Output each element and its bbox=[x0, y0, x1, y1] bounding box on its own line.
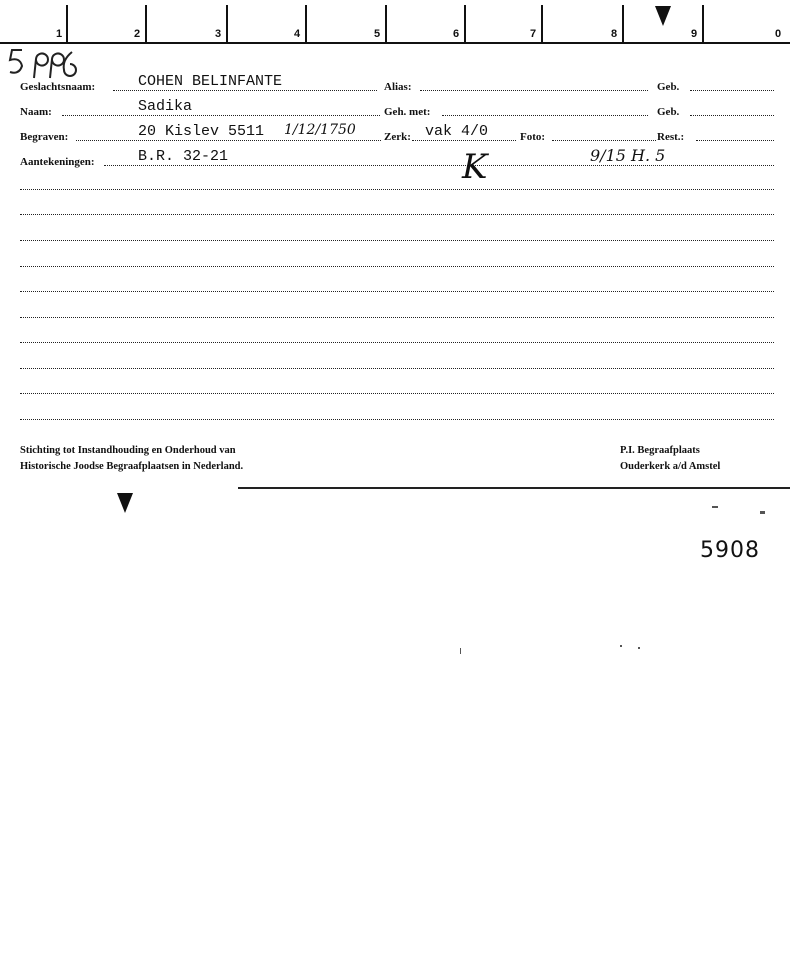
first-name-dotted-line bbox=[62, 115, 380, 116]
married-to-label: Geh. met: bbox=[384, 106, 431, 118]
stone-value: vak 4/0 bbox=[425, 123, 489, 140]
born-2-dotted-line bbox=[690, 115, 774, 116]
ruler-number: 7 bbox=[530, 28, 537, 40]
blank-dotted-line bbox=[20, 368, 774, 369]
born-2-label: Geb. bbox=[657, 106, 680, 118]
rest-dotted-line bbox=[696, 140, 774, 141]
surname-label: Geslachtsnaam: bbox=[20, 81, 96, 93]
scan-speck bbox=[760, 511, 765, 514]
ruler-number: 2 bbox=[134, 28, 141, 40]
blank-dotted-line bbox=[20, 419, 774, 420]
footer-right-line-2: Ouderkerk a/d Amstel bbox=[620, 461, 721, 472]
blank-dotted-line bbox=[20, 342, 774, 343]
ruler-number: 0 bbox=[775, 28, 782, 40]
born-1-dotted-line bbox=[690, 90, 774, 91]
card-number-drawing bbox=[6, 46, 86, 82]
ruler bbox=[0, 0, 790, 44]
footer-left-line-1: Stichting tot Instandhouding en Onderhoud van bbox=[20, 445, 236, 456]
photo-label: Foto: bbox=[520, 131, 546, 143]
notes-dotted-line bbox=[104, 165, 774, 166]
scan-speck bbox=[712, 506, 718, 508]
blank-dotted-line bbox=[20, 393, 774, 394]
ruler-tick bbox=[622, 5, 624, 43]
ruler-marker-triangle bbox=[655, 6, 671, 26]
notes-label: Aantekeningen: bbox=[20, 156, 95, 168]
bottom-marker-triangle bbox=[117, 493, 133, 513]
ruler-number: 5 bbox=[374, 28, 381, 40]
ruler-tick bbox=[226, 5, 228, 43]
footer-right-line-1: P.I. Begraafplaats bbox=[620, 445, 700, 456]
blank-dotted-line bbox=[20, 214, 774, 215]
notes-handwritten-note: 9/15 H. 5 bbox=[590, 146, 666, 165]
ruler-tick bbox=[702, 5, 704, 43]
stamp-number: 5908 bbox=[700, 538, 760, 563]
alias-dotted-line bbox=[420, 90, 648, 91]
ruler-baseline bbox=[0, 42, 790, 44]
first-name-label: Naam: bbox=[20, 106, 52, 118]
ruler-tick bbox=[305, 5, 307, 43]
footer-organization bbox=[20, 443, 243, 475]
card-number-handwritten bbox=[6, 46, 86, 82]
ruler-tick bbox=[385, 5, 387, 43]
blank-dotted-line bbox=[20, 240, 774, 241]
buried-dotted-line bbox=[76, 140, 381, 141]
card-bottom-edge bbox=[238, 487, 790, 489]
notes-value: B.R. 32-21 bbox=[138, 148, 229, 165]
surname-dotted-line bbox=[113, 90, 377, 91]
scan-speck bbox=[460, 648, 461, 654]
ruler-number: 1 bbox=[56, 28, 63, 40]
ruler-tick bbox=[541, 5, 543, 43]
ruler-number: 6 bbox=[453, 28, 460, 40]
ruler-number: 8 bbox=[611, 28, 618, 40]
born-1-label: Geb. bbox=[657, 81, 680, 93]
photo-dotted-line bbox=[552, 140, 656, 141]
ruler-number: 3 bbox=[215, 28, 222, 40]
footer-location bbox=[620, 443, 720, 475]
rest-label: Rest.: bbox=[657, 131, 685, 143]
ruler-tick bbox=[464, 5, 466, 43]
married-to-dotted-line bbox=[442, 115, 648, 116]
blank-dotted-line bbox=[20, 291, 774, 292]
scan-speck bbox=[638, 647, 640, 649]
scan-speck bbox=[620, 645, 622, 647]
ruler-number: 4 bbox=[294, 28, 301, 40]
ruler-tick bbox=[66, 5, 68, 43]
surname-value: COHEN BELINFANTE bbox=[138, 73, 283, 90]
stone-label: Zerk: bbox=[384, 131, 411, 143]
buried-label: Begraven: bbox=[20, 131, 69, 143]
buried-handwritten-note: 1/12/1750 bbox=[284, 122, 356, 138]
buried-value: 20 Kislev 5511 bbox=[138, 123, 265, 140]
stone-dotted-line bbox=[412, 140, 516, 141]
blank-dotted-line bbox=[20, 317, 774, 318]
blank-dotted-line bbox=[20, 189, 774, 190]
ruler-tick bbox=[145, 5, 147, 43]
footer-left-line-2: Historische Joodse Begraafplaatsen in Nederland. bbox=[20, 461, 244, 472]
notes-handwritten-mark: K bbox=[462, 147, 488, 187]
alias-label: Alias: bbox=[384, 81, 412, 93]
ruler-number: 9 bbox=[691, 28, 698, 40]
blank-dotted-line bbox=[20, 266, 774, 267]
first-name-value: Sadika bbox=[138, 98, 193, 115]
